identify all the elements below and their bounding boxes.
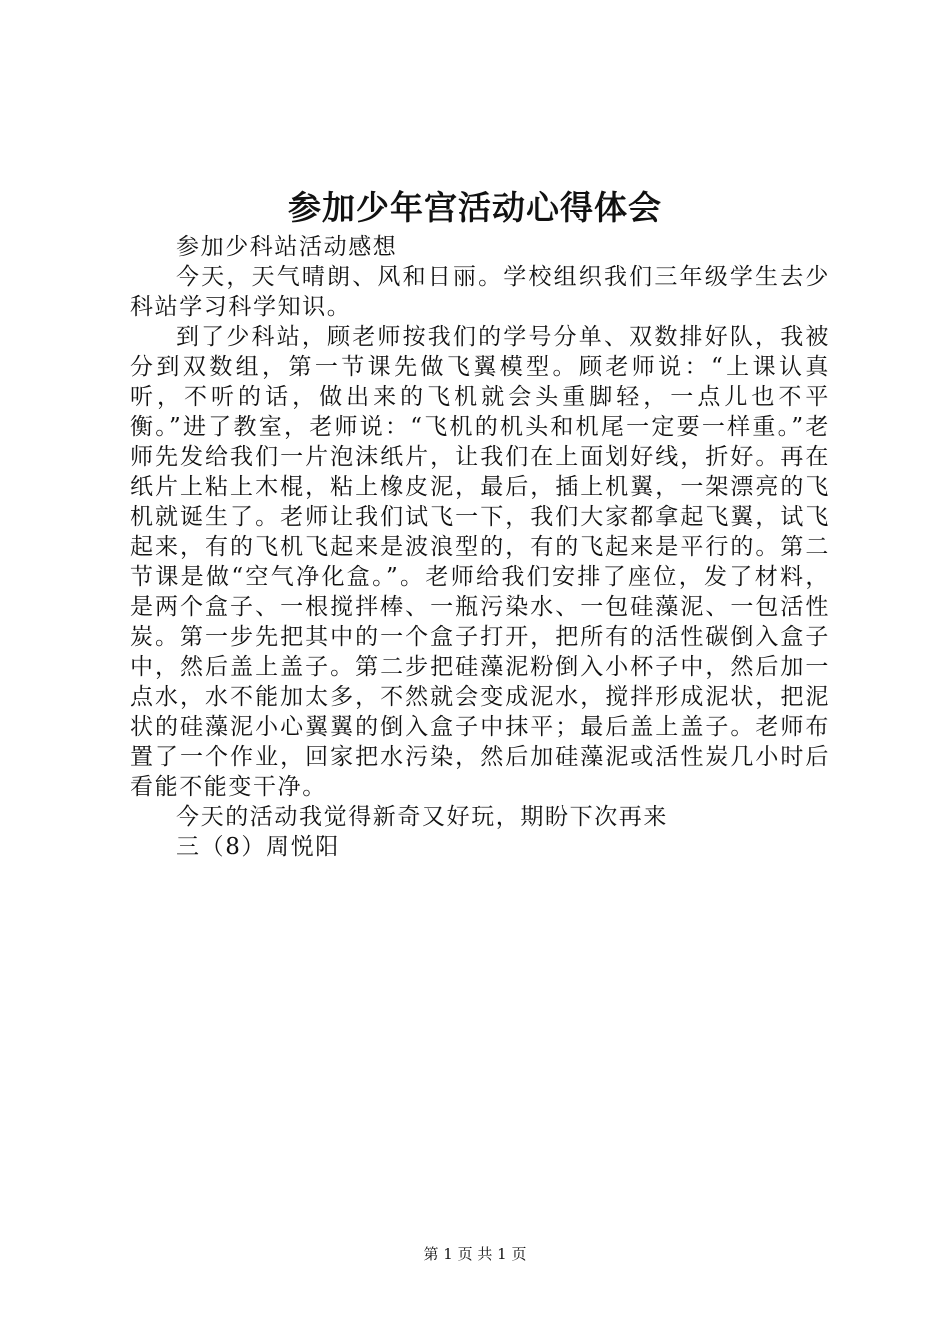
paragraph-intro: 今天，天气晴朗、风和日丽。学校组织我们三年级学生去少科站学习科学知识。 xyxy=(130,264,830,320)
paragraph-conclusion: 今天的活动我觉得新奇又好玩，期盼下次再来 xyxy=(176,804,668,830)
paragraph-main: 到了少科站，顾老师按我们的学号分单、双数排好队，我被分到双数组，第一节课先做飞翼模型。顾老师说：“上课认真听，不听的话，做出来的飞机就会头重脚轻，一点儿也不平衡。”进了教室，老师说：“飞机的机头和机尾一定要一样重。”老师先发给我们一片泡沫纸片，让我们在上面划好线，折好。再在纸片上粘上木棍，粘上橡皮泥，最后，插上机翼，一架漂亮的飞机就诞生了。老师让我们试飞一下，我们大家都拿起飞翼，试飞起来，有的飞机飞起来是波浪型的，有的飞起来是平行的。第二节课是做“空气净化盒。”。老师给我们安排了座位，发了材料，是两个盒子、一根搅拌棒、一瓶污染水、一包硅藻泥、一包活性炭。第一步先把其中的一个盒子打开，把所有的活性碳倒入盒子中，然后盖上盖子。第二步把硅藻泥粉倒入小杯子中，然后加一点水，水不能加太多，不然就会变成泥水，搅拌形成泥状，把泥状的硅藻泥小心翼翼的倒入盒子中抹平；最后盖上盖子。老师布置了一个作业，回家把水污染，然后加硅藻泥或活性炭几小时后看能不能变干净。 xyxy=(130,324,830,800)
page-footer: 第 1 页 共 1 页 xyxy=(423,1245,527,1263)
document-body xyxy=(130,232,830,862)
paragraph-subtitle: 参加少科站活动感想 xyxy=(176,234,398,260)
document-title: 参加少年宫活动心得体会 xyxy=(288,188,662,227)
paragraph-signature: 三（8）周悦阳 xyxy=(176,834,340,860)
